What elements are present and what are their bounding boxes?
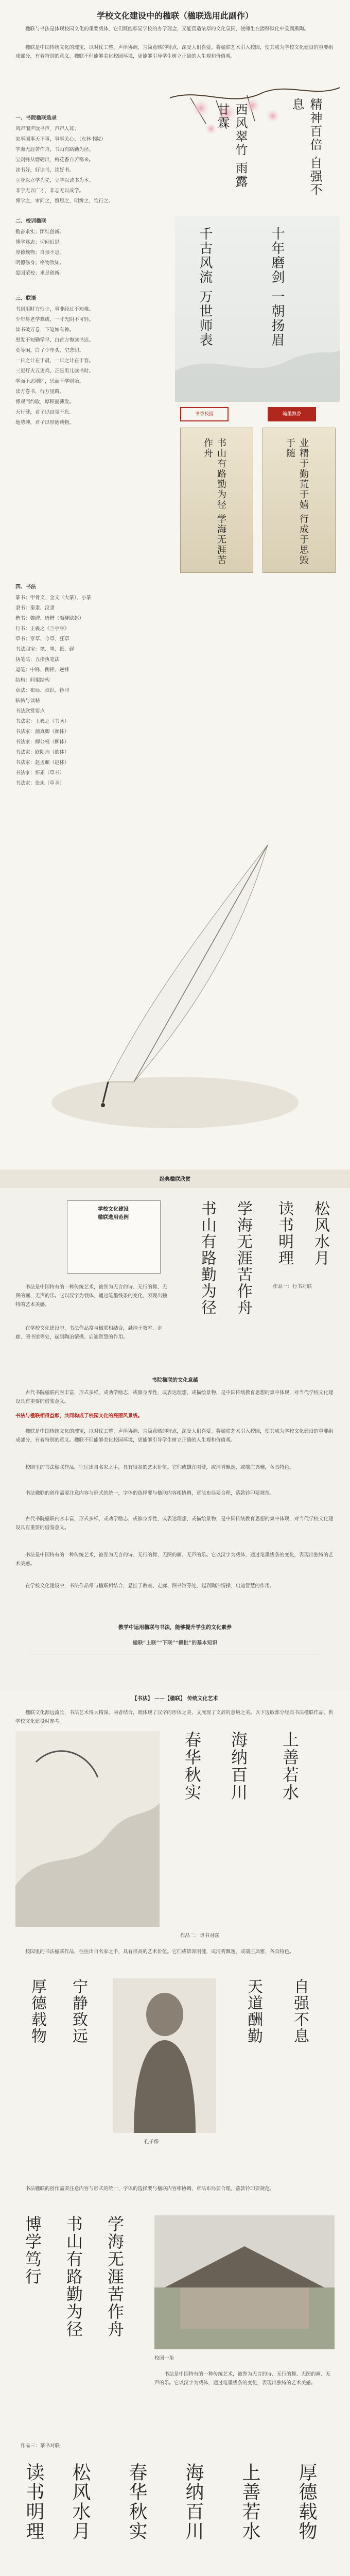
- section1-heading: 一、书院楹联选录: [15, 115, 57, 121]
- footer-heading-2: 楹联“上联”“下联”“横批”的基本知识: [132, 1640, 218, 1646]
- section4-heading: 四、书法: [15, 584, 36, 590]
- s4-line: 书法家：王羲之（书圣）: [15, 719, 69, 724]
- calligraphy-work: 读书明理: [23, 2463, 44, 2541]
- section2-heading: 书院楹联的文化意蕴: [152, 1378, 198, 1383]
- footer-heading: 教学中运用楹联与书法，能够提升学生的文化素养: [118, 1625, 232, 1631]
- calligraphy-couplet-3: 千古风流 万世师表: [197, 227, 213, 348]
- s4-line: 执笔法：五指执笔法: [15, 657, 60, 663]
- calligraphy-work: 自强不息: [291, 1978, 309, 2044]
- section2-paragraph-2: 在学校文化建设中，书法作品常与楹联相结合，悬挂于教室、走廊、图书馆等处，起到陶冶情操、启迪智慧的作用。: [15, 1326, 163, 1340]
- s3-line: 一日之计在于晨，一年之计在于春。: [15, 358, 94, 364]
- s4-line: 临帖与读帖: [15, 698, 40, 704]
- s1-line: 风声雨声读书声，声声入耳；: [15, 126, 79, 132]
- s3-line: 读万卷书，行万里路。: [15, 389, 65, 395]
- calligraphy-work: 上善若水: [239, 2463, 260, 2541]
- portrait-caption: 孔子像: [144, 2139, 159, 2145]
- calligraphy-couplet-1: 西风翠竹 雨露甘霖: [215, 103, 248, 189]
- highlight-text: 书法与楹联相得益彰，共同构成了校园文化的亮丽风景线。: [15, 1413, 143, 1419]
- s3-line: 三更灯火五更鸡，正是男儿读书时。: [15, 368, 94, 374]
- section3-title: 【书法】 ——【楹联】 传统文化艺术: [132, 1696, 218, 1702]
- calligraphy-work: 松风水月: [311, 1200, 329, 1266]
- work-caption: 作品三：篆书对联: [21, 2443, 60, 2449]
- s4-line: 篆书：甲骨文、金文（大篆）、小篆: [15, 595, 92, 601]
- s4-line: 书法家：颜真卿（颜体）: [15, 729, 69, 735]
- intro-paragraph: 楹联与书法是体现校园文化的重要载体，它们既能彰显学校的办学理念，又能营造浓厚的文化氛围，使师生在潜移默化中受到熏陶。: [25, 26, 309, 32]
- s1-line: 宝剑锋从磨砺出，梅花香自苦寒来。: [15, 157, 94, 163]
- s4-line: 运笔：中锋、侧锋、逆锋: [15, 667, 69, 673]
- s1-line: 读书好，好读书，读好书。: [15, 167, 75, 173]
- s4-line: 行书：王羲之《兰亭序》: [15, 626, 69, 632]
- s4-line: 章法：布局、款识、钤印: [15, 688, 69, 693]
- s2-line: 明德修身；格物致知。: [15, 260, 65, 266]
- s3-line: 天行健，君子以自强不息。: [15, 410, 75, 415]
- info-box-title: 学校文化建设 楹联选用范例: [98, 1207, 129, 1221]
- s3-line: 少年易老学难成，一寸光阴不可轻。: [15, 317, 94, 323]
- calligraphy-work: 学海无涯苦作舟: [105, 2215, 125, 2338]
- section2-body: 楹联是中国传统文化的瑰宝，以对仗工整、声律协调、言简意赅的特点，深受人们喜爱。将楹联艺术引入校园，使其成为学校文化建设的重要组成部分，有着特别的意义。楹联不但能够美化校园环境，更能够引导学生树立正确的人生观和价值观。: [15, 1429, 334, 1443]
- feather-pen-decoration: [31, 814, 319, 1144]
- s4-line: 书法家：怀素（草书）: [15, 770, 65, 776]
- s4-line: 楷书：魏碑、唐楷（颜柳欧赵）: [15, 616, 84, 621]
- page-title: 学校文化建设中的楹联（楹联选用此副作）: [96, 11, 253, 21]
- s2-line: 厚德载物；自强不息。: [15, 250, 65, 256]
- s3-line: 地势坤，君子以厚德载物。: [15, 420, 75, 426]
- s4-line: 书法家：赵孟頫（赵体）: [15, 760, 69, 766]
- s2-line: 博学笃志；切问近思。: [15, 240, 65, 245]
- s3-line: 书到用时方恨少，事非经过不知难。: [15, 307, 94, 312]
- section3-heading: 三、联语: [15, 296, 36, 301]
- calligraphy-work: 读书明理: [275, 1200, 293, 1266]
- photo-caption: 校园一角: [154, 2355, 174, 2361]
- section-appreciation: [0, 1170, 350, 1690]
- s4-line: 书法家：柳公权（柳体）: [15, 739, 69, 745]
- ink-painting: [15, 1731, 160, 1927]
- s3-line: 黑发不知勤学早，白首方悔读书迟。: [15, 337, 94, 343]
- scroll-text: 业精于勤荒于嬉 行成于思毁于随: [285, 438, 309, 566]
- calligraphy-work: 上善若水: [280, 1731, 300, 1801]
- s4-line: 结构：间架结构: [15, 677, 50, 683]
- s2-line: 勤奋求实；团结创新。: [15, 229, 65, 235]
- section2-heading: 二、校训楹联: [15, 218, 46, 224]
- calligraphy-work: 海纳百川: [229, 1731, 248, 1801]
- calligraphy-couplet-2: 精神百倍 自强不息: [290, 98, 322, 197]
- seal-stamp: 书香校园: [180, 407, 229, 421]
- calligraphy-work: 书山有路勤为径: [198, 1200, 216, 1316]
- calligraphy-work: 厚德载物: [28, 1978, 46, 2044]
- confucius-portrait: [113, 1978, 216, 2133]
- s4-line: 隶书：秦隶、汉隶: [15, 605, 55, 611]
- section2-body: 古代书院楹联内容丰富，形式多样，或劝学励志，或修身养性，或表达理想，或描绘景物，是中国传统教育思想的集中体现，对当代学校文化建设具有重要的借鉴意义。: [15, 1390, 334, 1404]
- calligraphy-work: 宁静致远: [69, 1978, 87, 2044]
- section2-body: 书法是中国特有的一种传统艺术，被誉为无言的诗、无行的舞、无图的画、无声的乐。它以汉字为载体，通过笔墨线条的变化，表现出独特的艺术美感。: [15, 1552, 334, 1567]
- scroll-text: 书山有路勤为径 学海无涯苦作舟: [202, 438, 226, 566]
- calligraphy-work: 博学笃行: [23, 2215, 42, 2285]
- s1-line: 学海无涯苦作舟，书山有路勤为径。: [15, 147, 94, 152]
- section-calligraphy-works: [0, 1690, 350, 2576]
- s1-line: 家事国事天下事，事事关心。（东林书院）: [15, 137, 106, 142]
- section2-title: 经典楹联欣赏: [160, 1177, 190, 1182]
- s1-line: 博学之，审问之，慎思之，明辨之，笃行之。: [15, 198, 114, 204]
- section2-body: 在学校文化建设中，书法作品常与楹联相结合，悬挂于教室、走廊、图书馆等处，起到陶冶情操、启迪智慧的作用。: [25, 1583, 275, 1589]
- section2-body: 书法楹联的创作需要注意内容与形式的统一，字体的选择要与楹联内容相协调，章法布局要合理，落款钤印要规范。: [25, 1490, 275, 1496]
- calligraphy-work: 海纳百川: [183, 2463, 204, 2541]
- section3-body: 校园里的书法楹联作品，往往出自名家之手，具有很高的艺术价值。它们或雄浑刚健，或清秀飘逸，或端庄典雅，各具特色。: [25, 1949, 294, 1955]
- s4-line: 书法四宝：笔、墨、纸、砚: [15, 647, 75, 652]
- calligraphy-couplet-4: 十年磨剑 一朝扬眉: [269, 227, 285, 348]
- section3-intro: 楹联文化源远流长，书法艺术博大精深。两者结合，既体现了汉字的形体之美，又展现了文辞的意境之美。以下选取部分经典书法楹联作品，供学校文化建设时参考。: [15, 1710, 334, 1724]
- seal-stamp: 翰墨飘香: [268, 407, 316, 421]
- calligraphy-work: 书山有路勤为径: [64, 2215, 83, 2338]
- section-couplets: [0, 0, 350, 1170]
- section2-paragraph: 书法是中国特有的一种传统艺术，被誉为无言的诗、无行的舞、无图的画、无声的乐。它以汉字为载体，通过笔墨线条的变化，表现出独特的艺术美感。: [15, 1284, 167, 1308]
- calligraphy-work: 厚德载物: [296, 2463, 317, 2541]
- calligraphy-work: 春华秋实: [182, 1731, 202, 1801]
- s2-line: 爱国荣校；求是创新。: [15, 270, 65, 276]
- calligraphy-work: 天道酬勤: [244, 1978, 262, 2044]
- work-caption: 作品二：隶书对联: [180, 1933, 220, 1939]
- s3-line: 学而不思则罔，思而不学则殆。: [15, 379, 84, 384]
- section2-body: 校园里的书法楹联作品，往往出自名家之手，具有很高的艺术价值。它们或雄浑刚健，或清秀飘逸，或端庄典雅，各具特色。: [25, 1465, 294, 1470]
- campus-photo: [154, 2215, 335, 2349]
- calligraphy-work: 学海无涯苦作舟: [234, 1200, 252, 1316]
- work-caption: 作品一：行书对联: [273, 1284, 312, 1290]
- s4-line: 草书：章草、今草、狂草: [15, 636, 69, 642]
- section3-body: 书法楹联的创作需要注意内容与形式的统一，字体的选择要与楹联内容相协调，章法布局要合理，落款钤印要规范。: [25, 2186, 275, 2192]
- calligraphy-work: 松风水月: [69, 2463, 91, 2541]
- s3-line: 博观而约取，厚积而薄发。: [15, 399, 75, 405]
- s1-line: 立身以立学为先，立学以读书为本。: [15, 178, 94, 183]
- section2-body: 古代书院楹联内容丰富，形式多样，或劝学励志，或修身养性，或表达理想，或描绘景物，是中国传统教育思想的集中体现，对当代学校文化建设具有重要的借鉴意义。: [15, 1516, 334, 1531]
- calligraphy-work: 春华秋实: [126, 2463, 147, 2541]
- s1-line: 非学无以广才，非志无以成学。: [15, 188, 84, 194]
- s4-line: 书法家：张旭（草圣）: [15, 781, 65, 786]
- s3-line: 读书破万卷，下笔如有神。: [15, 327, 75, 333]
- s3-line: 莫等闲，白了少年头，空悲切。: [15, 348, 84, 353]
- s4-line: 书法家：欧阳询（欧体）: [15, 750, 69, 755]
- intro-paragraph-2: 楹联是中国传统文化的瑰宝，以对仗工整、声律协调、言简意赅的特点，深受人们喜爱。将楹联艺术引入校园，使其成为学校文化建设的重要组成部分，有着特别的意义。楹联不但能够美化校园环境，更能够引导学生树立正确的人生观和价值观。: [15, 45, 334, 59]
- s4-line: 书法欣赏要点: [15, 708, 45, 714]
- section3-body: 书法是中国特有的一种传统艺术，被誉为无言的诗、无行的舞、无图的画、无声的乐。它以汉字为载体，通过笔墨线条的变化，表现出独特的艺术美感。: [154, 2371, 331, 2386]
